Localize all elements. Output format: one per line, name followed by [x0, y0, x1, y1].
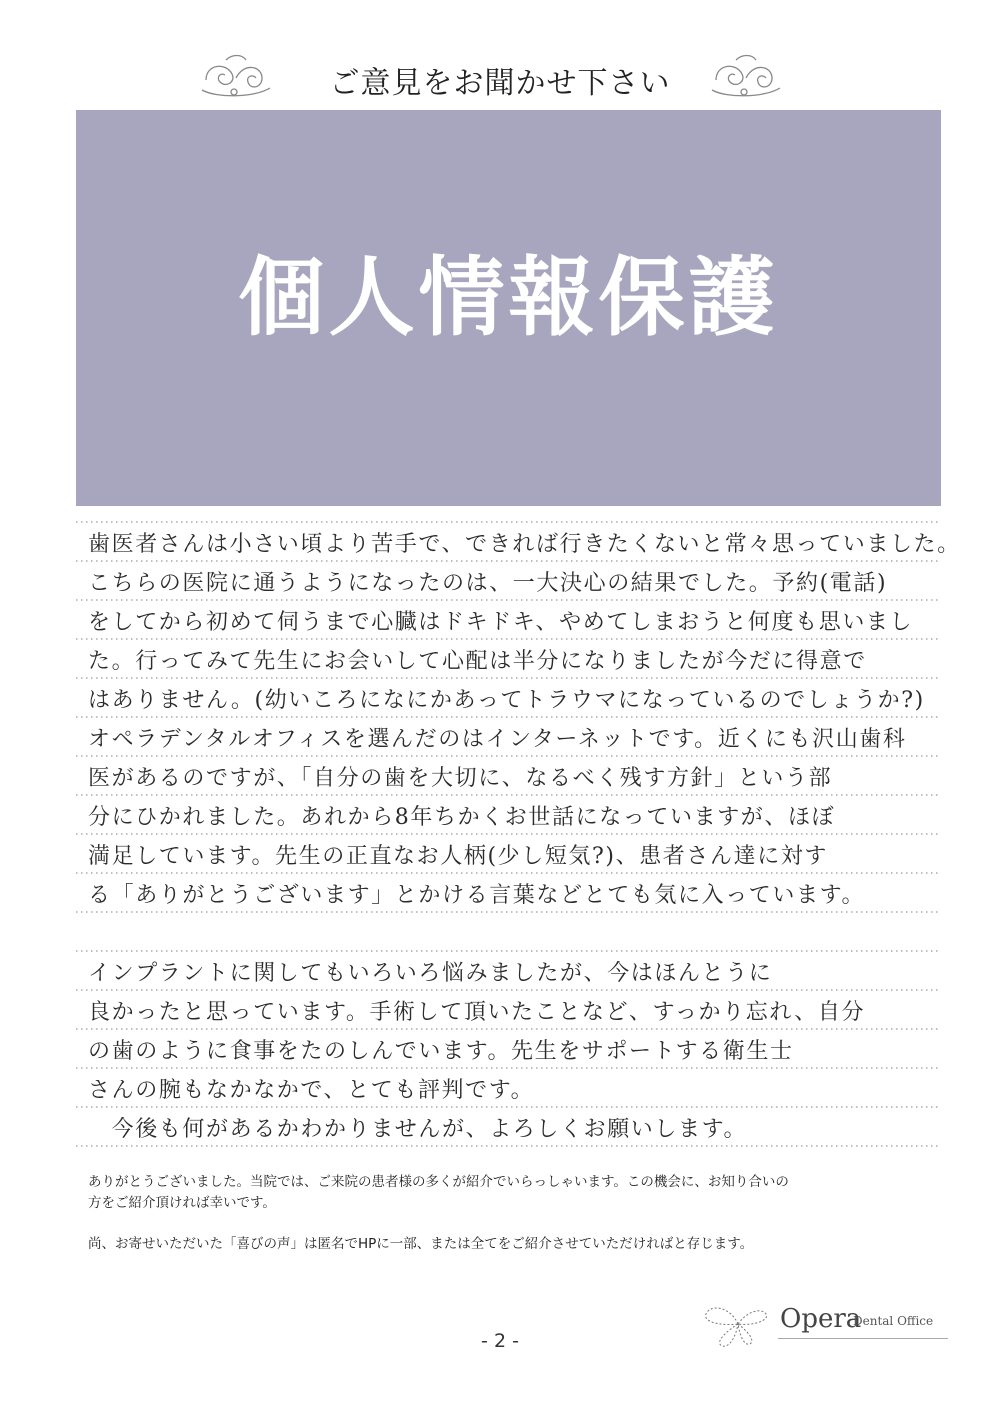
handwritten-line: 歯医者さんは小さい頃より苦手で、できれば行きたくないと常々思っていました。 — [88, 532, 961, 557]
publication-note: 尚、お寄せいただいた「喜びの声」は匿名でHPに一部、または全てをご紹介させていただければと存じます。 — [88, 1236, 754, 1252]
thanks-line-1: ありがとうございました。当院では、ご来院の患者様の多くが紹介でいらっしゃいます。この機会に、お知り合いの — [88, 1174, 789, 1190]
handwritten-line: 良かったと思っています。手術して頂いたことなど、すっかり忘れ、自分 — [88, 1000, 866, 1025]
handwritten-line: インプラントに関してもいろいろ悩みましたが、今はほんとうに — [88, 961, 773, 986]
handwritten-line: 医があるのですが、「自分の歯を大切に、なるべく残す方針」という部 — [88, 766, 833, 791]
privacy-label: 個人情報保護 — [238, 248, 779, 348]
handwritten-line: の歯のように食事をたのしんでいます。先生をサポートする衛生士 — [88, 1039, 794, 1064]
page-number: - 2 - — [481, 1330, 519, 1352]
thanks-message — [88, 1172, 928, 1214]
handwritten-line: る「ありがとうございます」とかける言葉などとても気に入っています。 — [88, 883, 866, 908]
handwritten-line: 今後も何があるかわかりませんが、よろしくお願いします。 — [88, 1117, 748, 1142]
handwritten-line: 分にひかれました。あれから8年ちかくお世話になっていますが、ほぼ — [88, 805, 836, 830]
handwritten-line: 満足しています。先生の正直なお人柄(少し短気?)、患者さん達に対す — [88, 844, 829, 869]
handwritten-line: た。行ってみて先生にお会いして心配は半分になりましたが今だに得意で — [88, 649, 867, 674]
handwritten-line: オペラデンタルオフィスを選んだのはインターネットです。近くにも沢山歯科 — [88, 727, 907, 752]
handwritten-line: さんの腕もなかなかで、とても評判です。 — [88, 1078, 535, 1103]
handwritten-line: はありません。(幼いころになにかあってトラウマになっているのでしょうか?) — [88, 688, 925, 713]
logo-subtitle: Dental Office — [853, 1314, 934, 1328]
logo-name: Opera — [780, 1304, 862, 1334]
handwritten-line: こちらの医院に通うようになったのは、一大決心の結果でした。予約(電話) — [88, 571, 888, 596]
handwritten-line: をしてから初めて伺うまで心臓はドキドキ、やめてしまおうと何度も思いまし — [88, 610, 914, 635]
page-title: ご意見をお聞かせ下さい — [329, 66, 671, 101]
thanks-line-2: 方をご紹介頂ければ幸いです。 — [88, 1195, 276, 1211]
